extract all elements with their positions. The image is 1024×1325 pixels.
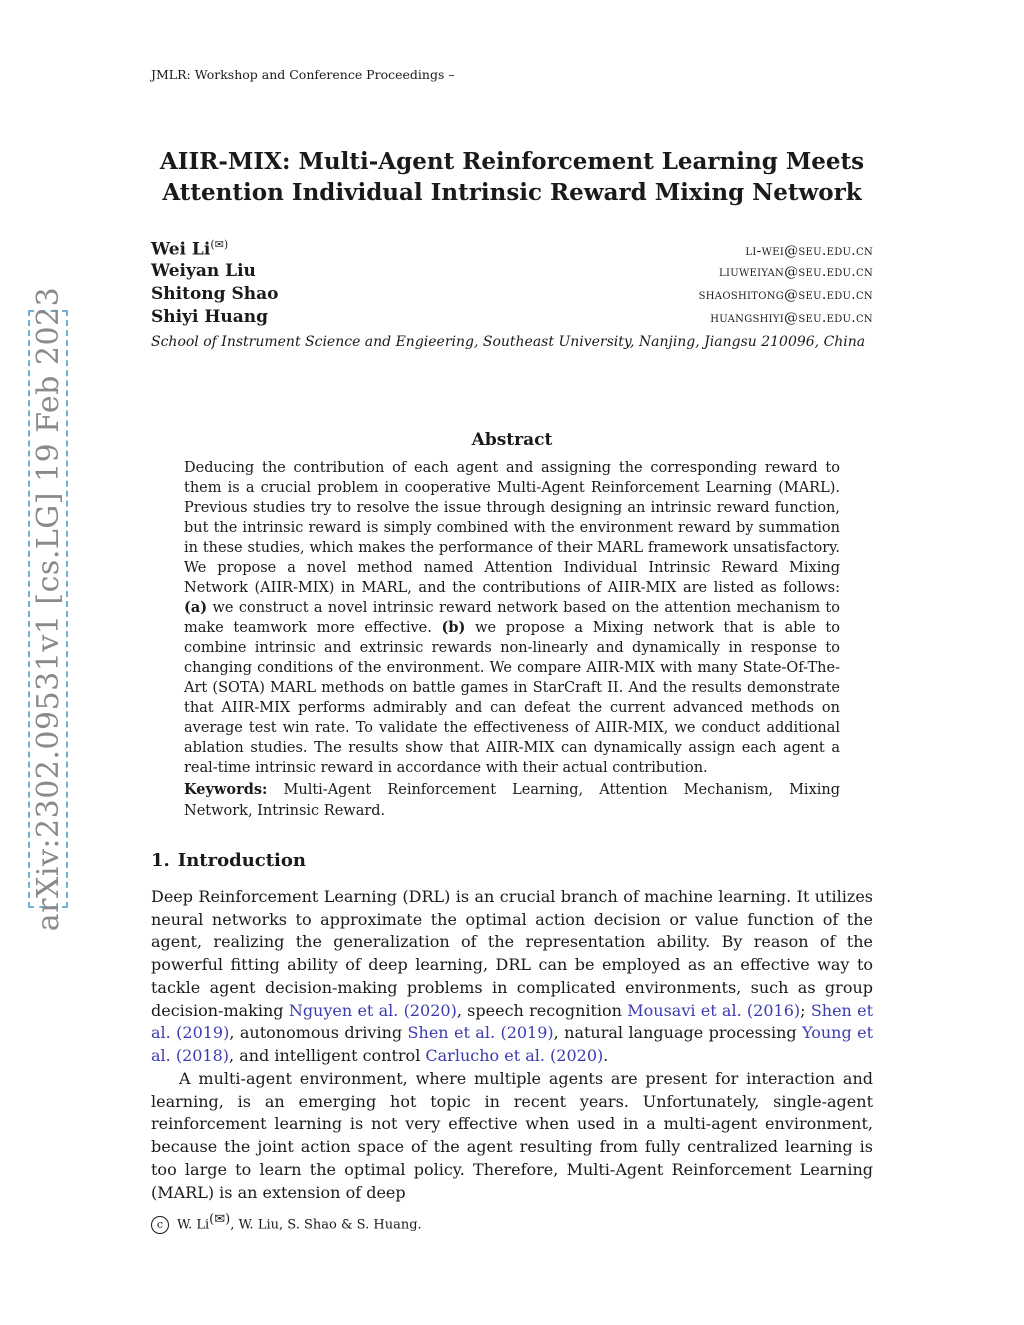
envelope-icon: (✉) bbox=[209, 1212, 231, 1227]
marker-a: (a) bbox=[184, 599, 208, 616]
author-name: Shitong Shao bbox=[151, 284, 279, 304]
copyright-icon: c bbox=[151, 1216, 169, 1234]
author-list bbox=[151, 238, 873, 330]
author-row bbox=[151, 261, 873, 284]
affiliation: School of Instrument Science and Engieering, Southeast University, Nanjing, Jiangsu 210096, China bbox=[151, 334, 866, 350]
author-row bbox=[151, 238, 873, 261]
section-title: Introduction bbox=[177, 850, 306, 871]
copyright-footer: c W. Li(✉), W. Liu, S. Shao & S. Huang. bbox=[151, 1212, 422, 1234]
envelope-icon: (✉) bbox=[210, 238, 229, 251]
running-head: JMLR: Workshop and Conference Proceedings – bbox=[151, 67, 455, 82]
intro-paragraph-1: Deep Reinforcement Learning (DRL) is an crucial branch of machine learning. It utilizes neural networks to approximate the optimal action decision or value function of the agent, realizing the generalization of the representation ability. By reason of the powerful fitting ability of deep learning, DRL can be employed as an effective way to tackle agent decision-making problems in complicated environments, such as group decision-making Nguyen et al. (2020), speech recognition Mousavi et al. (2016); Shen et al. (2019), autonomous driving Shen et al. (2019), natural language processing Young et al. (2018), and intelligent control Carlucho et al. (2020). bbox=[151, 887, 874, 1065]
author-name: Weiyan Liu bbox=[151, 261, 256, 281]
keywords bbox=[184, 779, 840, 822]
abstract-body: Deducing the contribution of each agent and assigning the corresponding reward to them is a crucial problem in cooperative Multi-Agent Reinforcement Learning (MARL). Previous studies try to resolve the issue through designing an intrinsic reward function, but the intrinsic reward is simply combined with the environment reward by summation in these studies, which makes the performance of their MARL framework unsatisfactory. We propose a novel method named Attention Individual Intrinsic Reward Mixing Network (AIIR-MIX) in MARL, and the contributions of AIIR-MIX are listed as follows: (a) we construct a novel intrinsic reward network based on the attention mechanism to make teamwork more effective. (b) we propose a Mixing network that is able to combine intrinsic and extrinsic rewards non-linearly and dynamically in response to changing conditions of the environment. We compare AIIR-MIX with many State-Of-The-Art (SOTA) MARL methods on battle games in StarCraft II. And the results demonstrate that AIIR-MIX performs admirably and can defeat the current advanced methods on average test win rate. To validate the effectiveness of AIIR-MIX, we conduct additional ablation studies. The results show that AIIR-MIX can dynamically assign each agent a real-time intrinsic reward in accordance with their actual contribution. bbox=[184, 460, 840, 776]
author-row bbox=[151, 284, 873, 307]
citation-link[interactable]: Young et al. (2018) bbox=[151, 1023, 874, 1065]
title-line-2: Attention Individual Intrinsic Reward Mixing Network bbox=[162, 179, 862, 206]
arxiv-identifier[interactable]: arXiv:2302.09531v1 [cs.LG] 19 Feb 2023 bbox=[28, 310, 68, 908]
intro-paragraph-2: A multi-agent environment, where multiple agents are present for interaction and learning, is an emerging hot topic in recent years. Unfortunately, single-agent reinforcement learning is not very effective when used in a multi-agent environment, because the joint action space of the agent resulting from fully centralized learning is too large to learn the optimal policy. Therefore, Multi-Agent Reinforcement Learning (MARL) is an extension of deep bbox=[151, 1069, 873, 1202]
abstract-heading: Abstract bbox=[471, 430, 553, 450]
citation-link[interactable]: Shen et al. (2019) bbox=[407, 1023, 554, 1043]
citation-link[interactable]: Shen et al. (2019) bbox=[151, 1000, 874, 1043]
keywords-text: Multi-Agent Reinforcement Learning, Attention Mechanism, Mixing Network, Intrinsic Reward. bbox=[184, 782, 841, 819]
citation-link[interactable]: Mousavi et al. (2016) bbox=[627, 1000, 801, 1020]
author-row bbox=[151, 307, 873, 330]
citation-link[interactable]: Nguyen et al. (2020) bbox=[288, 1000, 457, 1020]
title-line-1: AIIR-MIX: Multi-Agent Reinforcement Learning Meets bbox=[159, 148, 865, 175]
section-heading-introduction bbox=[151, 850, 306, 871]
author-name: Wei Li(✉) bbox=[151, 238, 229, 260]
section-number: 1. bbox=[151, 850, 170, 871]
author-name: Shiyi Huang bbox=[151, 307, 269, 327]
author-email[interactable]: liuweiyan@seu.edu.cn bbox=[719, 264, 873, 280]
marker-b: (b) bbox=[441, 619, 466, 636]
author-email[interactable]: huangshiyi@seu.edu.cn bbox=[710, 310, 873, 326]
author-email[interactable]: shaoshitong@seu.edu.cn bbox=[698, 287, 873, 303]
author-email[interactable]: li-wei@seu.edu.cn bbox=[745, 242, 873, 259]
paper-title bbox=[100, 146, 924, 208]
keywords-label: Keywords: bbox=[184, 781, 268, 798]
arxiv-stamp bbox=[28, 286, 68, 932]
citation-link[interactable]: Carlucho et al. (2020) bbox=[425, 1045, 604, 1065]
